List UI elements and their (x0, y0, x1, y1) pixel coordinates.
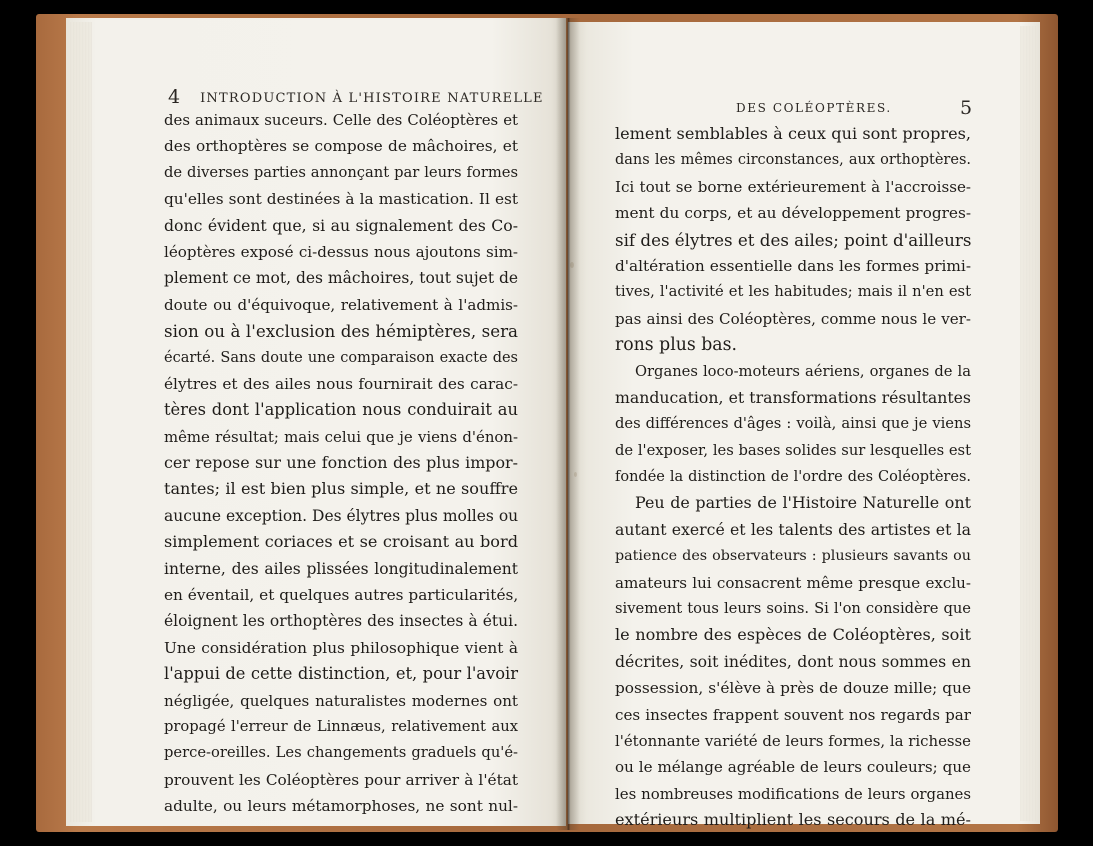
text-line: des orthoptères se compose de mâchoires, et (164, 137, 518, 156)
right-running-head (736, 97, 973, 119)
text-line: l'étonnante variété de leurs formes, la richesse (615, 731, 971, 750)
text-line: tives, l'activité et les habitudes; mais il n'en est (615, 283, 971, 301)
text-line: des animaux suceurs. Celle des Coléoptères et (164, 111, 518, 129)
text-line: interne, des ailes plissées longitudinalement (164, 559, 518, 578)
text-line: rons plus bas. (615, 335, 737, 356)
right-page-edges (1020, 26, 1036, 821)
text-line: décrites, soit inédites, dont nous sommes en (615, 651, 971, 671)
left-page-number: 4 (168, 86, 181, 108)
text-line: éloignent les orthoptères des insectes à étui. (164, 612, 518, 631)
text-line: des différences d'âges : voilà, ainsi que je viens (615, 415, 971, 433)
left-running-head (168, 86, 544, 108)
text-line: prouvent les Coléoptères pour arriver à l'état (164, 770, 518, 789)
left-page-edges (70, 22, 92, 822)
text-line: doute ou d'équivoque, relativement à l'admis- (164, 295, 518, 314)
text-line: sivement tous leurs soins. Si l'on considère que (615, 600, 971, 618)
right-page-number: 5 (960, 97, 973, 119)
text-line: léoptères exposé ci-dessus nous ajoutons sim- (164, 242, 518, 261)
text-line: tantes; il est bien plus simple, et ne souffre (164, 479, 518, 499)
text-line: ou le mélange agréable de leurs couleurs; que (615, 758, 971, 777)
text-line: les nombreuses modifications de leurs organes (615, 784, 971, 803)
text-line: fondée la distinction de l'ordre des Coléoptères. (615, 469, 971, 486)
text-line: écarté. Sans doute une comparaison exacte des (164, 349, 518, 366)
right-running-title: DES COLÉOPTÈRES. (736, 101, 892, 115)
book-gutter (556, 18, 580, 830)
text-line: le nombre des espèces de Coléoptères, soit (615, 625, 971, 645)
text-line: ces insectes frappent souvent nos regards par (615, 705, 971, 724)
text-line: négligée, quelques naturalistes modernes ont (164, 691, 518, 710)
text-line: autant exercé et les talents des artistes et la (615, 519, 971, 539)
text-line: adulte, ou leurs métamorphoses, ne sont nul- (164, 797, 518, 816)
text-line: pas ainsi des Coléoptères, comme nous le ver- (615, 309, 971, 328)
text-line: l'appui de cette distinction, et, pour l'avoir (164, 664, 518, 684)
text-line: aucune exception. Des élytres plus molles ou (164, 506, 519, 525)
text-line: lement semblables à ceux qui sont propres, (615, 124, 971, 143)
text-line: sif des élytres et des ailes; point d'ailleurs (615, 229, 972, 250)
text-line: sion ou à l'exclusion des hémiptères, sera (164, 321, 518, 342)
text-line: propagé l'erreur de Linnæus, relativement aux (164, 717, 518, 735)
text-line: ment du corps, et au développement progres- (615, 204, 971, 223)
text-line: Organes loco-moteurs aériens, organes de la (635, 362, 971, 380)
text-line: manducation, et transformations résultantes (615, 387, 971, 407)
text-line: Une considération plus philosophique vient à (164, 638, 518, 657)
text-line: qu'elles sont destinées à la mastication. Il est (164, 190, 518, 209)
text-line: perce-oreilles. Les changements graduels qu'é- (164, 744, 518, 762)
text-line: Peu de parties de l'Histoire Naturelle ont (635, 493, 971, 513)
text-line: de diverses parties annonçant par leurs formes (164, 163, 518, 181)
left-running-title: INTRODUCTION À L'HISTOIRE NATURELLE (200, 91, 544, 106)
text-line: patience des observateurs : plusieurs savants ou (615, 548, 971, 565)
text-line: même résultat; mais celui que je viens d'énon- (164, 427, 518, 446)
text-line: simplement coriaces et se croisant au bord (164, 532, 518, 552)
text-line: en éventail, et quelques autres particularités, (164, 586, 519, 605)
text-line: possession, s'élève à près de douze mille; que (615, 679, 971, 698)
text-line: amateurs lui consacrent même presque exclu- (615, 573, 971, 592)
right-page-body (615, 121, 971, 834)
text-line: plement ce mot, des mâchoires, tout sujet de (164, 269, 519, 288)
text-line: cer repose sur une fonction des plus impor- (164, 453, 518, 473)
text-line: élytres et des ailes nous fournirait des carac- (164, 374, 518, 393)
left-page-body (164, 107, 518, 820)
text-line: donc évident que, si au signalement des Co- (164, 215, 518, 235)
text-line: d'altération essentielle dans les formes primi- (615, 256, 971, 275)
text-line: Ici tout se borne extérieurement à l'accroisse- (615, 177, 971, 196)
text-line: extérieurs multiplient les secours de la mé- (615, 810, 971, 830)
text-line: dans les mêmes circonstances, aux orthoptères. (615, 152, 971, 169)
text-line: de l'exposer, les bases solides sur lesquelles est (615, 441, 971, 459)
text-line: tères dont l'application nous conduirait au (164, 400, 518, 420)
